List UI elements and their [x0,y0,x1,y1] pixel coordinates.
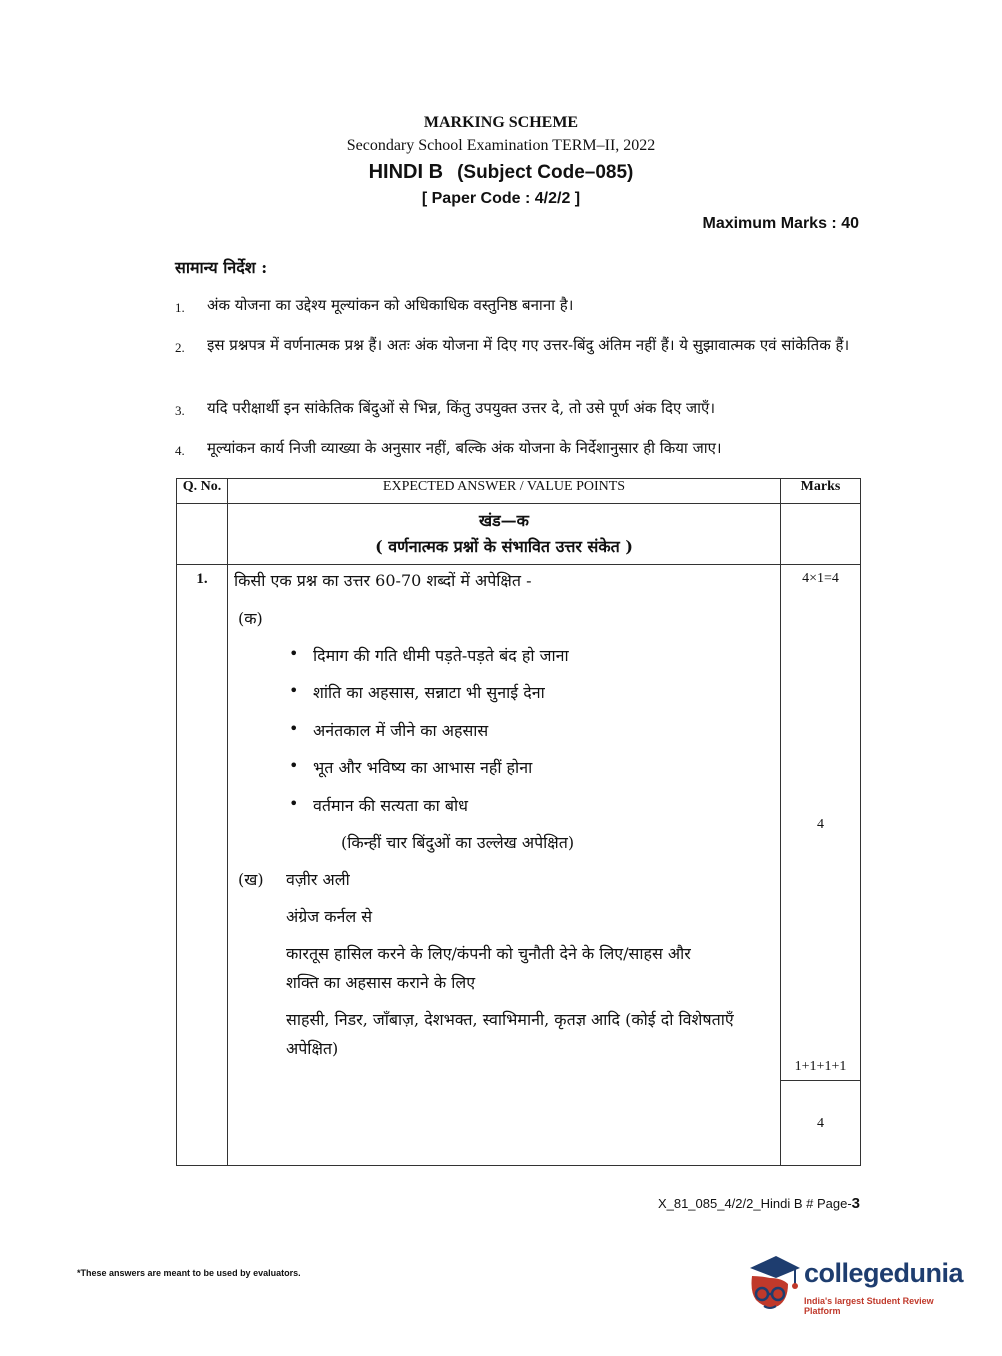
marks-cell [781,565,861,1166]
logo-tagline: India's largest Student Review Platform [804,1296,934,1316]
exam-name: Secondary School Examination TERM–II, 2022 [346,137,656,154]
marks-value: 4×1=4 [802,571,839,586]
marks-value: 1+1+1+1 [794,1059,847,1074]
instruction-item: 2. इस प्रश्नपत्र में वर्णनात्मक प्रश्न हैं। अतः अंक योजना में दिए गए उत्तर-बिंदु अंतिम नहीं हैं। ये सुझावात्मक एवं सांकेतिक हैं। [175,336,850,355]
col-header-marks: Marks [781,479,861,504]
question-number: 1. [177,565,228,1166]
section-row [177,504,861,565]
answer-line: वज़ीर अली [286,870,350,889]
answer-point: • शांति का अहसास, सन्नाटा भी सुनाई देना [313,681,545,703]
section-heading [228,504,781,565]
paper-code: [ Paper Code : 4/2/2 ] [421,190,581,207]
instruction-item: 3. यदि परीक्षार्थी इन सांकेतिक बिंदुओं से भिन्न, किंतु उपयुक्त उत्तर दे, तो उसे पूर्ण अंक दिए जाएँ। [175,399,716,418]
marks-value: 4 [817,817,824,832]
paper-reference: X_81_085_4/2/2_Hindi B # Page- [657,1196,852,1211]
doc-title: MARKING SCHEME [423,114,579,131]
collegedunia-logo [742,1248,972,1318]
answer-line: कारतूस हासिल करने के लिए/कंपनी को चुनौती देने के लिए/साहस और [286,944,691,963]
instruction-item: 1. अंक योजना का उद्देश्य मूल्यांकन को अधिकाधिक वस्तुनिष्ठ बनाना है। [175,296,574,315]
col-header-qno: Q. No. [177,479,228,504]
marks-value: 4 [817,1116,824,1131]
answer-line: अपेक्षित) [286,1039,339,1058]
part-a-label: (क) [238,609,263,628]
answer-point: • दिमाग की गति धीमी पड़ते-पड़ते बंद हो जाना [313,644,569,666]
answer-point: • अनंतकाल में जीने का अहसास [313,719,488,741]
answer-line: शक्ति का अहसास कराने के लिए [286,973,476,992]
question-prompt: किसी एक प्रश्न का उत्तर 60-70 शब्दों में अपेक्षित - [234,571,532,590]
answer-cell [228,565,781,1166]
page-number: 3 [851,1195,860,1212]
col-header-answer: EXPECTED ANSWER / VALUE POINTS [228,479,781,504]
evaluator-note: *These answers are meant to be used by evaluators. [77,1268,301,1278]
section-subtitle: ( वर्णनात्मक प्रश्नों के संभावित उत्तर संकेत ) [375,537,633,556]
part-a-note: (किन्हीं चार बिंदुओं का उल्लेख अपेक्षित) [341,833,575,852]
marks-divider [781,1080,860,1081]
general-instructions-heading: सामान्य निर्देश : [175,258,268,277]
part-b-label: (ख) [238,870,264,889]
section-title: खंड—क [479,511,529,530]
mascot-icon [742,1248,804,1318]
table-row [177,565,861,1166]
instruction-item: 4. मूल्यांकन कार्य निजी व्याख्या के अनुसार नहीं, बल्कि अंक योजना के निर्देशानुसार ही किया जाए। [175,439,722,458]
subject-name: HINDI B [368,161,444,183]
answer-point: • भूत और भविष्य का आभास नहीं होना [313,756,532,778]
logo-wordmark: collegedunia [804,1258,964,1288]
answer-point: • वर्तमान की सत्यता का बोध [313,794,468,816]
answer-line: अंग्रेज कर्नल से [286,907,373,926]
page-footer [658,1195,860,1212]
answer-line: साहसी, निडर, जाँबाज़, देशभक्त, स्वाभिमानी, कृतज्ञ आदि (कोई दो विशेषताएँ [286,1010,734,1029]
marking-table [176,478,861,1166]
table-header-row [177,479,861,504]
subject-code: (Subject Code–085) [457,162,634,183]
max-marks: Maximum Marks : 40 [702,215,859,232]
subject-line [0,161,1002,184]
